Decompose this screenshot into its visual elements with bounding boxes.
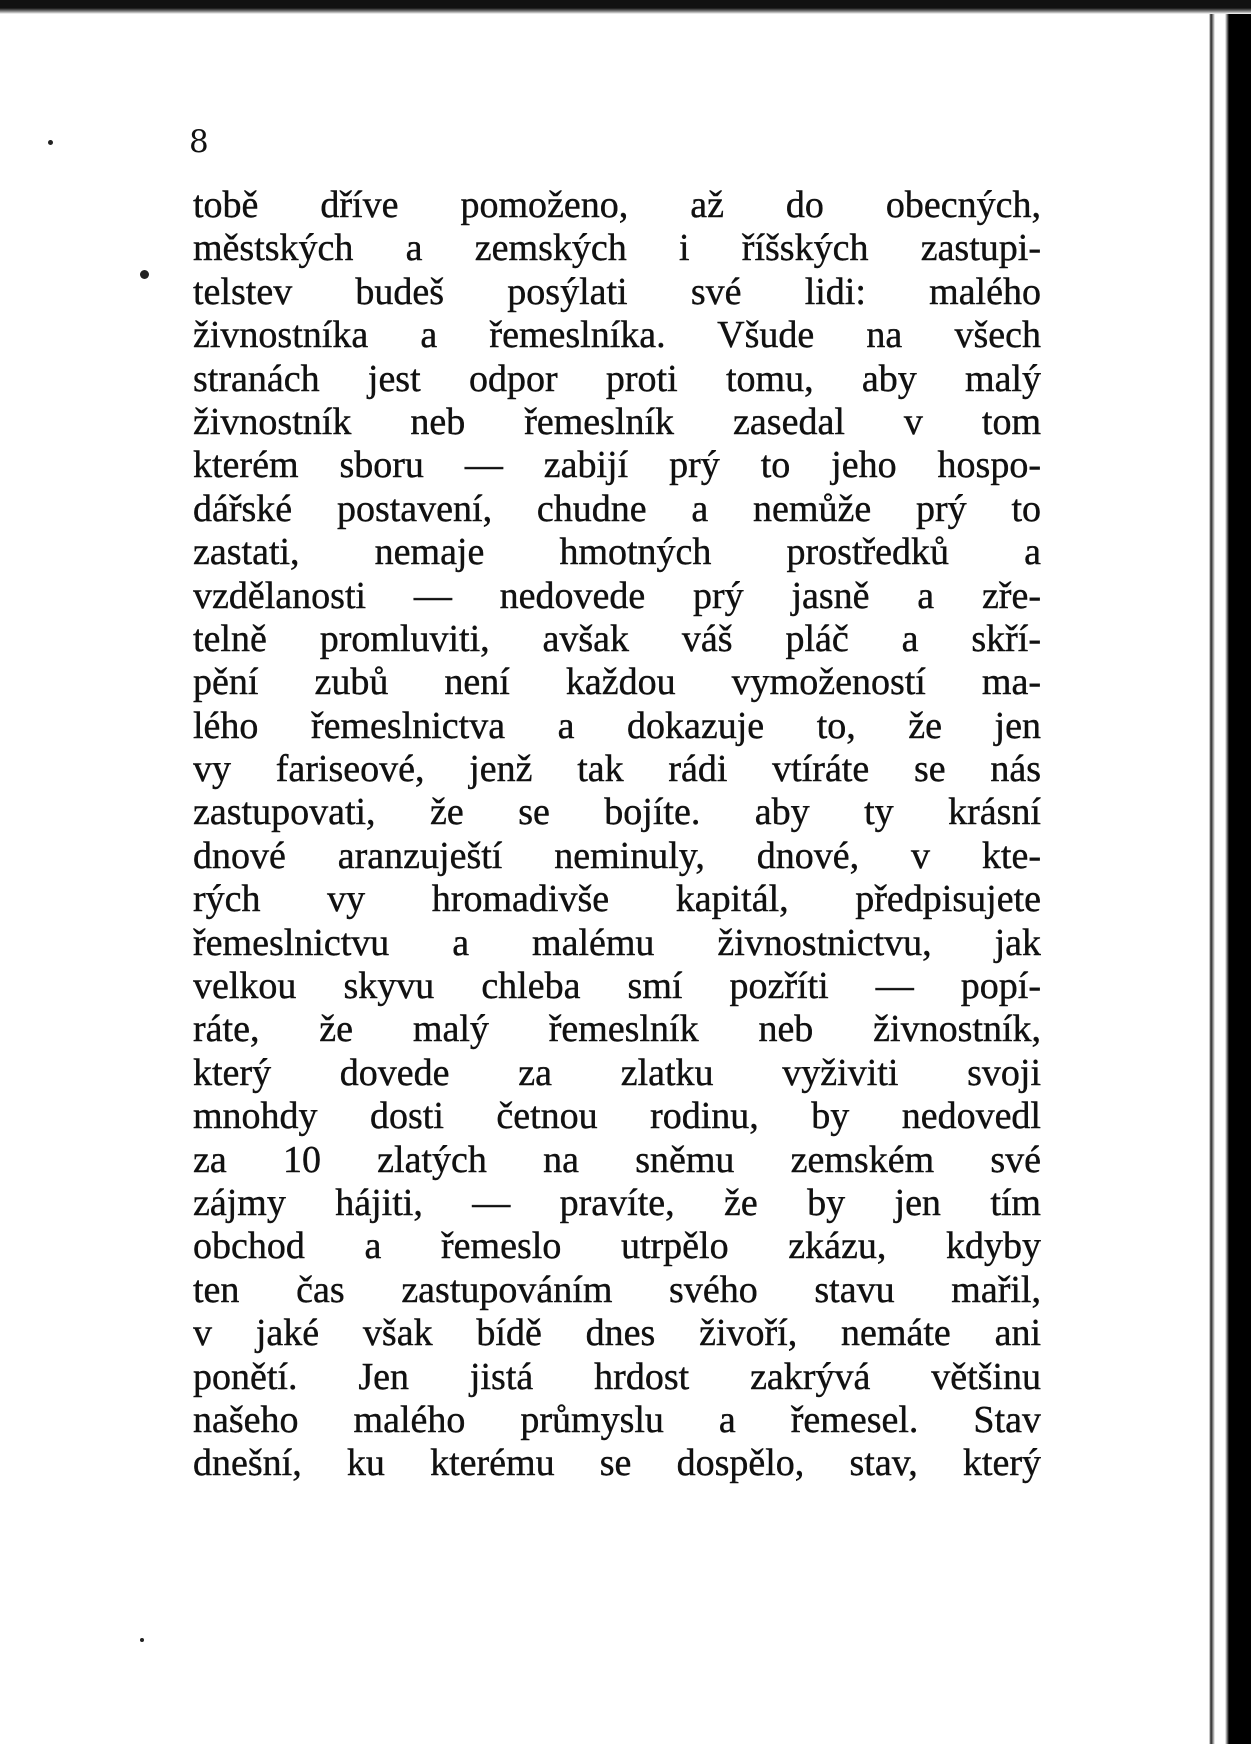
text-line: telstev budeš posýlati své lidi: malého (193, 270, 1041, 313)
text-line: ponětí. Jen jistá hrdost zakrývá většinu (193, 1355, 1041, 1398)
text-line: pění zubů není každou vymožeností ma- (193, 661, 1041, 704)
text-line: mnohdy dosti četnou rodinu, by nedovedl (193, 1095, 1041, 1138)
text-line: obchod a řemeslo utrpělo zkázu, kdyby (193, 1225, 1041, 1268)
text-line: lého řemeslnictva a dokazuje to, že jen (193, 704, 1041, 747)
text-line: vzdělanosti — nedovede prý jasně a zře- (193, 574, 1041, 617)
text-line: kterém sboru — zabijí prý to jeho hospo- (193, 444, 1041, 487)
body-text (193, 184, 1041, 1486)
page-number: 8 (189, 124, 209, 160)
text-line: ten čas zastupováním svého stavu mařil, (193, 1268, 1041, 1311)
ink-speck (140, 270, 149, 279)
text-line: vy fariseové, jenž tak rádi vtíráte se nás (193, 748, 1041, 791)
text-line: živnostníka a řemeslníka. Všude na všech (193, 314, 1041, 357)
text-line: telně promluviti, avšak váš pláč a skří- (193, 617, 1041, 660)
text-line: velkou skyvu chleba smí pozříti — popí- (193, 965, 1041, 1008)
text-line: za 10 zlatých na sněmu zemském své (193, 1138, 1041, 1181)
text-line: živnostník neb řemeslník zasedal v tom (193, 400, 1041, 443)
text-line: stranách jest odpor proti tomu, aby malý (193, 357, 1041, 400)
ink-speck (48, 140, 53, 145)
text-line: dářské postavení, chudne a nemůže prý to (193, 487, 1041, 530)
text-line: v jaké však bídě dnes živoří, nemáte ani (193, 1312, 1041, 1355)
page-top-edge (0, 0, 1251, 14)
text-line: zastati, nemaje hmotných prostředků a (193, 531, 1041, 574)
text-line: který dovede za zlatku vyživiti svoji (193, 1051, 1041, 1094)
ink-speck (140, 1638, 144, 1642)
text-line: řemeslnictvu a malému živnostnictvu, jak (193, 921, 1041, 964)
text-line: ráte, že malý řemeslník neb živnostník, (193, 1008, 1041, 1051)
text-line: našeho malého průmyslu a řemesel. Stav (193, 1398, 1041, 1441)
page-binding-edge (1205, 14, 1251, 1744)
text-line: zájmy hájiti, — pravíte, že by jen tím (193, 1181, 1041, 1224)
text-line: dnové aranzuještí neminuly, dnové, v kte- (193, 834, 1041, 877)
text-line: zastupovati, že se bojíte. aby ty krásní (193, 791, 1041, 834)
text-line: dnešní, ku kterému se dospělo, stav, který (193, 1442, 1041, 1485)
text-line: tobě dříve pomoženo, až do obecných, (193, 184, 1041, 226)
text-line: rých vy hromadivše kapitál, předpisujete (193, 878, 1041, 921)
text-line: městských a zemských i říšských zastupi- (193, 227, 1041, 270)
